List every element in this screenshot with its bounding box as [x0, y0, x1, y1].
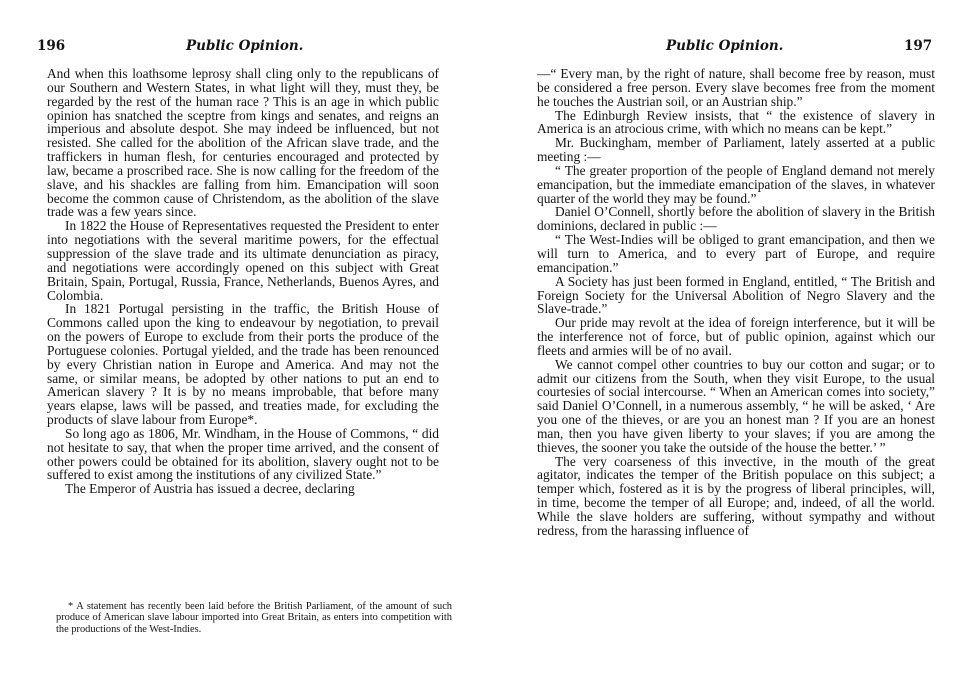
right-paragraph-1: —“ Every man, by the right of nature, shall become free by reason, must be considered a free person. Every slave becomes free from the moment he touches the Austrian soil, or an Austrian ship.”	[537, 66, 935, 109]
right-paragraph-4: “ The greater proportion of the people of England demand not merely emancipation, but the immediate emancipation of the slaves, in whatever quarter of the world they may be found.”	[537, 162, 935, 206]
left-paragraph-3: In 1821 Portugal persisting in the traffic, the British House of Commons called upon the king to endeavour by negotiation, to prevail on the powers of Europe to exclude from their ports the produce of the Portuguese colonies. Portugal yielded, and the trade has been renounced by every Christian nation in Europe and America. And may not the same, or similar means, be adopted by other nations to put an end to American slavery ? It is by no means improbable, that before many years elapse, laws will be passed, and treaties made, for excluding the products of slave labour from Europe*.	[47, 301, 439, 428]
right-paragraph-7: A Society has just been formed in England, entitled, “ The British and Foreign Society for the Universal Abolition of Negro Slavery and the Slave-trade.”	[537, 273, 935, 317]
right-page-header	[490, 38, 980, 56]
left-paragraph-2: In 1822 the House of Representatives requested the President to enter into negotiations with the several maritime powers, for the effectual suppression of the slave trade and its ultimate denunciation as piracy, and negotiations were accordingly opened on this subject with Great Britain, Spain, Portugal, Russia, France, Netherlands, Buenos Ayres, and Colombia.	[47, 218, 439, 303]
right-paragraph-10: The very coarseness of this invective, in the mouth of the great agitator, indicates the temper of the British populace on this subject; a temper which, fostered as it is by the progress of liberal principles, will, in time, become the temper of all Europe; and, indeed, of all the world. While the slave holders are suffering, without sympathy and without redress, from the harassing influence of	[537, 453, 935, 538]
left-running-title: Public Opinion.	[186, 38, 304, 54]
right-page-number: 197	[904, 38, 933, 54]
left-page-number: 196	[37, 38, 66, 54]
right-page	[490, 0, 980, 684]
left-footnote: * A statement has recently been laid before the British Parliament, of the amount of such produce of American slave labour imported into Great Britain, as enters into competition with the productions of the West-Indies.	[56, 601, 452, 635]
left-paragraph-5: The Emperor of Austria has issued a decree, declaring	[65, 481, 355, 497]
left-page-header	[0, 38, 490, 56]
right-paragraph-3: Mr. Buckingham, member of Parliament, lately asserted at a public meeting :—	[537, 135, 935, 165]
right-paragraph-6: “ The West-Indies will be obliged to grant emancipation, and then we will turn to America, and to every part of Europe, and require emancipation.”	[537, 232, 935, 275]
left-paragraph-4: So long ago as 1806, Mr. Windham, in the House of Commons, “ did not hesitate to say, that when the proper time arrived, and the consent of other powers could be obtained for its abolition, slavery ought not to be suffered to exist among the institutions of any civilized State.”	[47, 425, 439, 483]
right-paragraph-8: Our pride may revolt at the idea of foreign interference, but it will be the interference not of force, but of public opinion, against which our fleets and armies will be of no avail.	[537, 315, 935, 358]
right-running-title: Public Opinion.	[666, 38, 784, 54]
right-body-text	[537, 67, 935, 538]
right-paragraph-2: The Edinburgh Review insists, that “ the existence of slavery in America is an atrocious crime, with which no means can be kept.”	[537, 107, 935, 137]
right-paragraph-9: We cannot compel other countries to buy our cotton and sugar; or to admit our citizens from the South, when they visit Europe, to the usual courtesies of social intercourse. “ When an American comes into society,” said Daniel O’Connell, in a numerous assembly, “ he will be asked, ‘ Are you one of the thieves, or are you an honest man ? If you are an honest man, then you have given liberty to your slaves; if you are among the thieves, the sooner you take the outside of the house the better.’ ”	[537, 356, 935, 455]
left-body-text	[47, 67, 439, 496]
right-paragraph-5: Daniel O’Connell, shortly before the abolition of slavery in the British dominions, declared in public :—	[537, 204, 935, 234]
left-paragraph-1: And when this loathsome leprosy shall cling only to the republicans of our Southern and Western States, in what light will they, must they, be regarded by the rest of the human race ? This is an age in which public opinion has snatched the sceptre from kings and senates, and reigns an imperious and absolute despot. She may indeed be influenced, but not resisted. She called for the abolition of the African slave trade, and the traffickers in human flesh, for centuries encouraged and protected by law, became a proscribed race. She is now calling for the freedom of the slave, and his shackles are falling from him. Emancipation will soon become the common cause of Christendom, as the abolition of the slave trade was a few years since.	[47, 66, 439, 220]
